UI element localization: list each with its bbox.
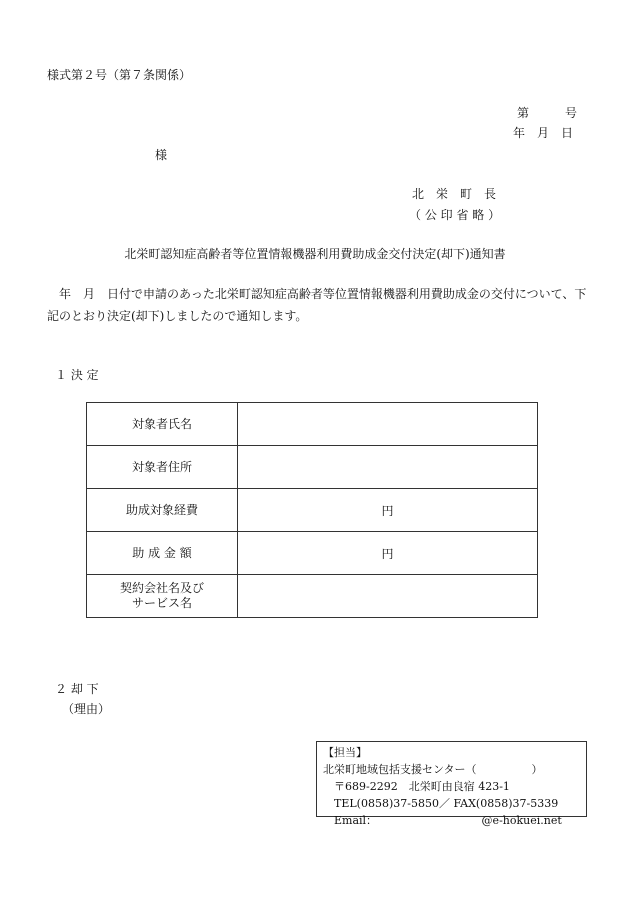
row-value: 円: [238, 532, 538, 575]
notice-body-text: 年 月 日付で申請のあった北栄町認知症高齢者等位置情報機器利用費助成金の交付について、下記のとおり決定(却下)しましたので通知します。: [47, 287, 587, 323]
table-row: [87, 403, 538, 446]
contact-box: [316, 741, 587, 827]
row-value: 円: [238, 489, 538, 532]
contact-address: 〒689-2292 北栄町由良宿 423-1: [323, 780, 510, 793]
form-number: 様式第２号（第７条関係）: [47, 68, 192, 82]
row-label: 対象者氏名: [87, 403, 238, 446]
document-title: 北栄町認知症高齢者等位置情報機器利用費助成金交付決定(却下)通知書: [124, 247, 506, 261]
row-value: [238, 446, 538, 489]
issuer-name: 北 栄 町 長: [412, 187, 497, 201]
row-value: [238, 575, 538, 618]
section-rejection-heading: ２ 却 下: [55, 682, 99, 696]
document-number: 第 号: [517, 106, 578, 120]
contact-email: Email： @e-hokuei.net: [323, 814, 562, 827]
seal-omitted-note: （ 公 印 省 略 ）: [409, 208, 501, 222]
contact-tel-fax: TEL(0858)37-5850／ FAX(0858)37-5339: [323, 797, 559, 810]
row-label: 助成対象経費: [87, 489, 238, 532]
table-row: [87, 446, 538, 489]
table-row: [87, 489, 538, 532]
table-row: [87, 575, 538, 618]
table-row: [87, 532, 538, 575]
contact-heading: 【担当】: [323, 746, 367, 759]
row-value: [238, 403, 538, 446]
contact-center: 北栄町地域包括支援センター（ ）: [323, 763, 543, 776]
row-label: 対象者住所: [87, 446, 238, 489]
decision-table: [86, 402, 538, 618]
addressee-suffix: 様: [155, 148, 168, 162]
row-label: 助 成 金 額: [87, 532, 238, 575]
reason-label: （理由）: [62, 702, 111, 716]
row-label: 契約会社名及び サービス名: [87, 575, 238, 618]
document-date: 年 月 日: [513, 126, 574, 140]
section-decision-heading: １ 決 定: [55, 368, 99, 382]
